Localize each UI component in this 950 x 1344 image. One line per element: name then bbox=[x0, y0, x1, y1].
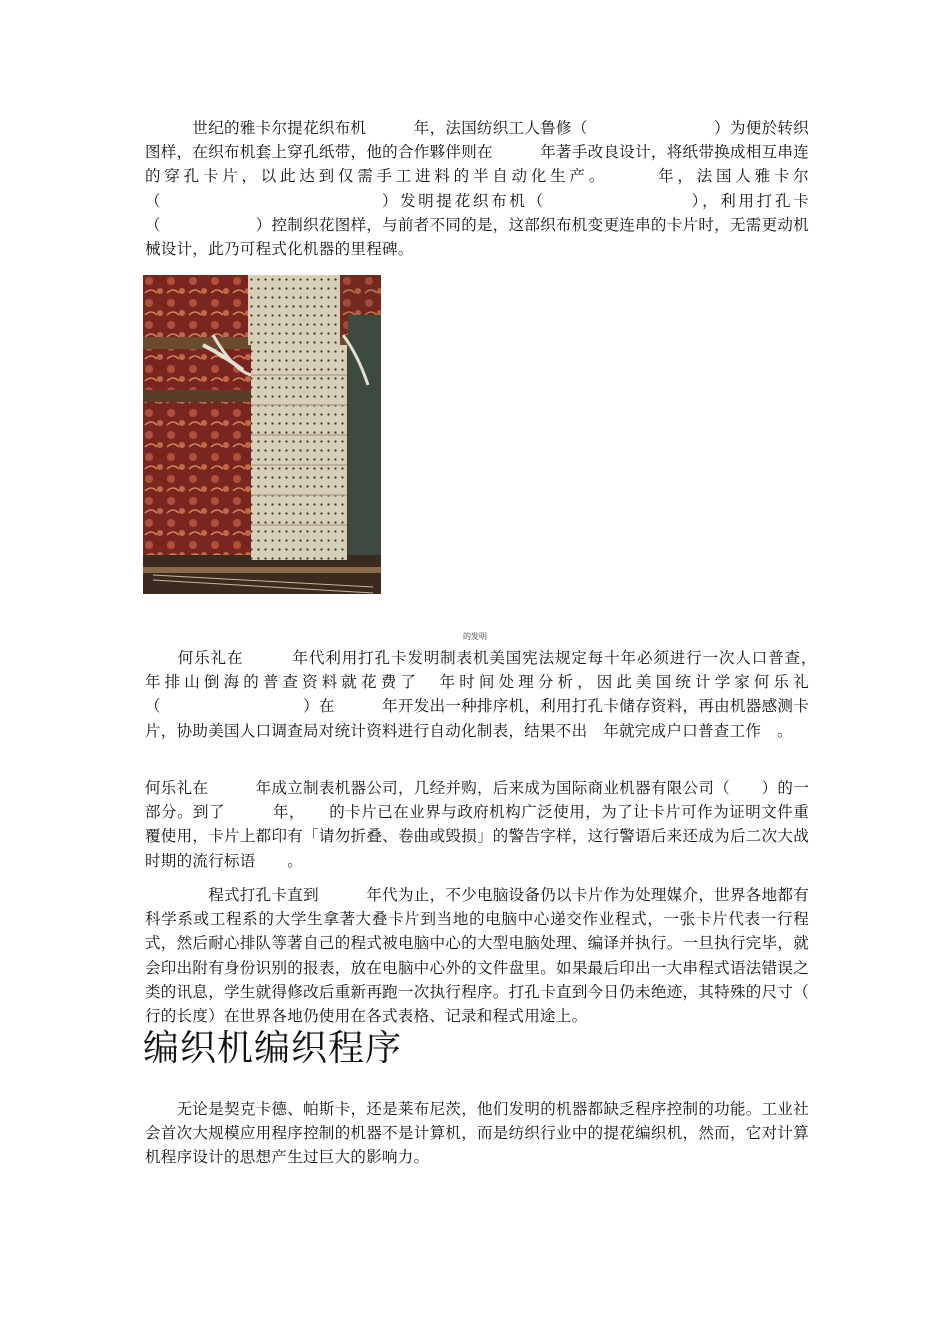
image-caption: 的发明 bbox=[463, 632, 487, 641]
paragraph-hollerith-company: 何乐礼在 年成立制表机器公司，几经并购，后来成为国际商业机器有限公司（ ）的一部分。到了 年， 的卡片已在业界与政府机构广泛使用，为了让卡片可作为证明文件重覆使用，卡片上都印有「请勿折叠、卷曲或毁损」的警告字样，这行警语后来还成为后二次大战时期的流行标语 。 bbox=[145, 779, 809, 870]
paragraph-punch-card-programs: 程式打孔卡直到 年代为止，不少电脑设备仍以卡片作为处理媒介，世界各地都有科学系或工程系的大学生拿著大叠卡片到当地的电脑中心递交作业程式，一张卡片代表一行程式，然后耐心排队等著自己的程式被电脑中心的大型电脑处理、编译并执行。一旦执行完毕，就会印出附有身份识别的报表，放在电脑中心外的文件盘里。如果最后印出一大串程式语法错误之类的讯息，学生就得修改后重新再跑一次执行程序。打孔卡直到今日仍未绝迹，其特殊的尺寸（ 行的长度）在世界各地仍使用在各式表格、记录和程式用途上。 bbox=[145, 886, 825, 1026]
paragraph-hollerith-tabulator: 何乐礼在 年代利用打孔卡发明制表机美国宪法规定每十年必须进行一次人口普查， 年排山倒海的普查资料就花费了 年时间处理分析，因此美国统计学家何乐礼（ ）在 年开发出一种排序机，利用打孔卡储存资料，再由机器感测卡片，协助美国人口调查局对统计资料进行自动化制表，结果不出 年就完成户口普查工作 。 bbox=[145, 649, 857, 740]
section-heading: 编织机编织程序 bbox=[143, 1028, 403, 1069]
paragraph-jacquard-loom: 世纪的雅卡尔提花织布机 年，法国纺织工人鲁修（ ）为便於转织图样，在织布机套上穿孔纸带，他的合作夥伴则在 年著手改良设计，将纸带换成相互串连的穿孔卡片，以此达到仅需手工进料的半自动化生产。 年，法国人雅卡尔（ ）发明提花织布机（ ），利用打孔卡（ ）控制织花图样，与前者不同的是，这部织布机变更连串的卡片时，无需更动机械设计，此乃可程式化机器的里程碑。 bbox=[145, 119, 809, 259]
jacquard-loom-photo bbox=[143, 275, 381, 594]
paragraph-loom-programming: 无论是契克卡德、帕斯卡，还是莱布尼茨，他们发明的机器都缺乏程序控制的功能。工业社会首次大规模应用程序控制的机器不是计算机，而是纺织行业中的提花编织机，然而，它对计算机程序设计的思想产生过巨大的影响力。 bbox=[145, 1100, 809, 1167]
